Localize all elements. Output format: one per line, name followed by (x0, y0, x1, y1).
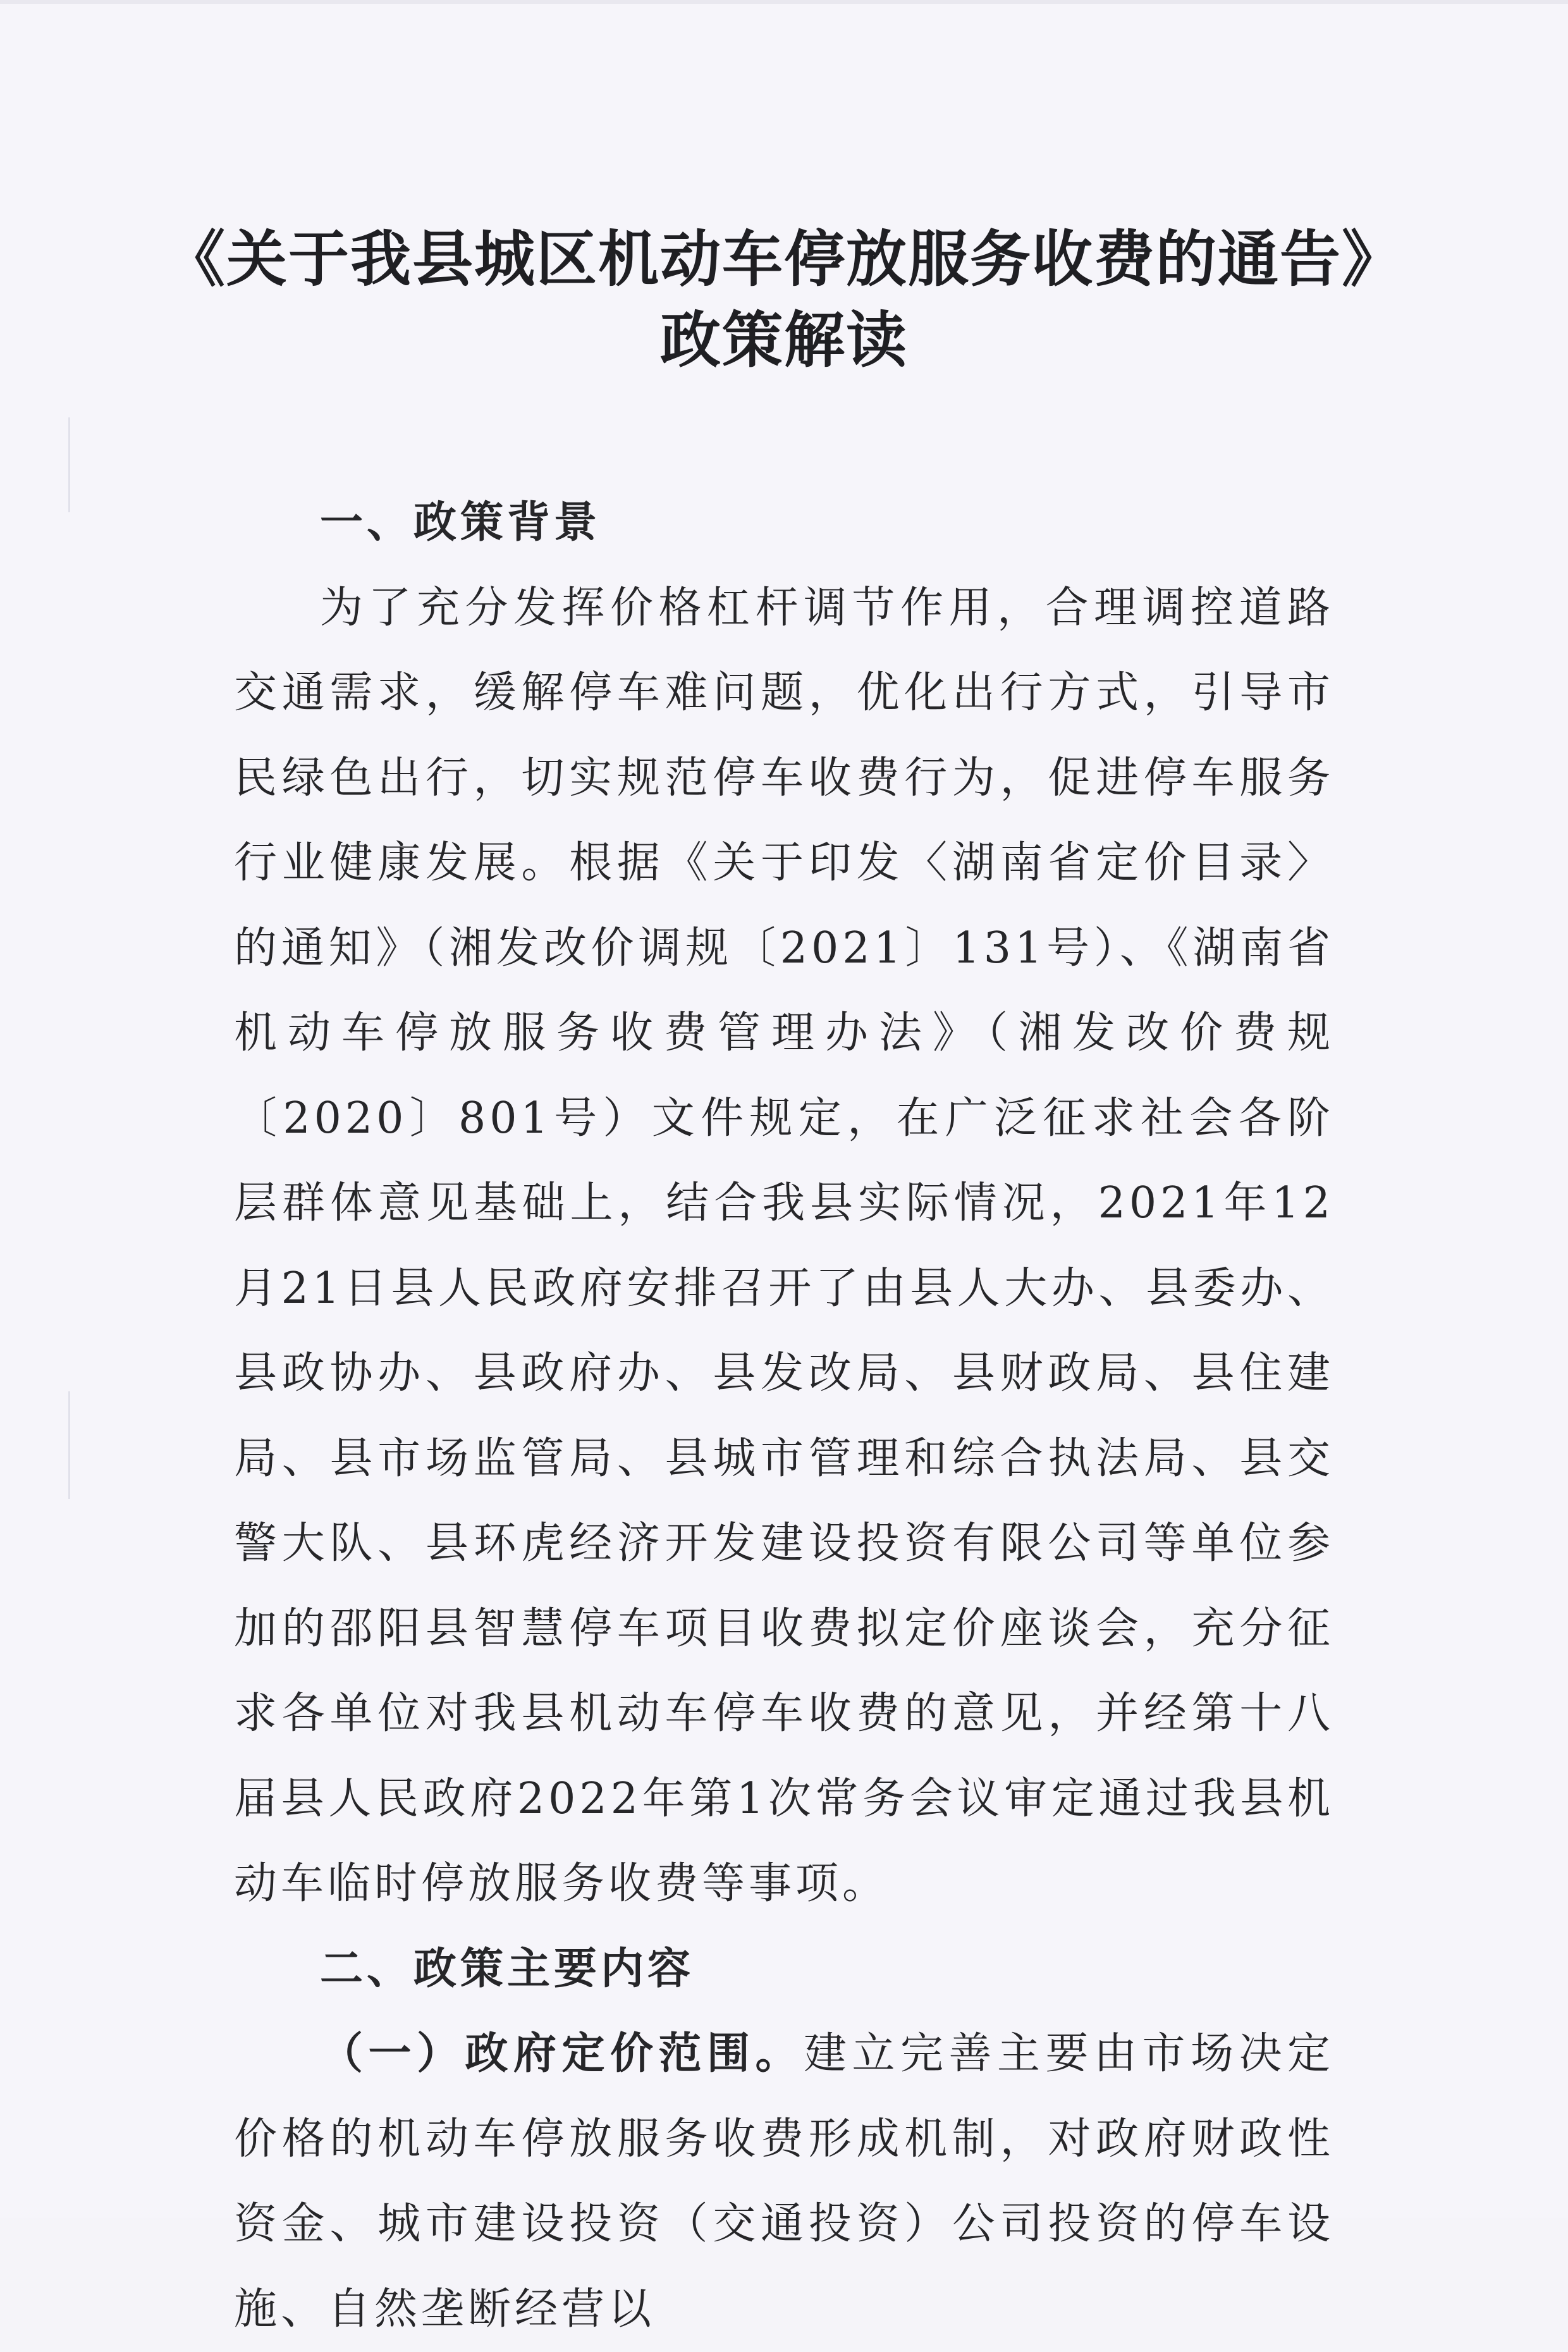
paragraph-text: 建立完善主要由市场决定价格的机动车停放服务收费形成机制，对政府财政性资金、城市建设投资（交通投资）公司投资的停车设施、自然垄断经营以 (234, 2029, 1334, 2334)
section-heading-main-content: 二、政策主要内容 (320, 1943, 695, 1994)
binding-mark-bottom (68, 1391, 95, 1499)
section-paragraph-pricing-scope (234, 2012, 1334, 2352)
page-edge (0, 0, 1568, 4)
binding-mark-top (68, 417, 95, 512)
document-title-line1: 《关于我县城区机动车停放服务收费的通告》 (164, 223, 1404, 295)
document-title-line2: 政策解读 (660, 304, 908, 376)
section-paragraph-background: 为了充分发挥价格杠杆调节作用，合理调控道路交通需求，缓解停车难问题，优化出行方式，引导市民绿色出行，切实规范停车收费行为，促进停车服务行业健康发展。根据《关于印发〈湖南省定价目录〉的通知》（湘发改价调规〔2021〕131号）、《湖南省机动车停放服务收费管理办法》（湘发改价费规〔2020〕801号）文件规定，在广泛征求社会各阶层群体意见基础上，结合我县实际情况，2021年12月21日县人民政府安排召开了由县人大办、县委办、县政协办、县政府办、县发改局、县财政局、县住建局、县市场监管局、县城市管理和综合执法局、县交警大队、县环虎经济开发建设投资有限公司等单位参加的邵阳县智慧停车项目收费拟定价座谈会，充分征求各单位对我县机动车停车收费的意见，并经第十八届县人民政府2022年第1次常务会议审定通过我县机动车临时停放服务收费等事项。 (234, 582, 1334, 1909)
section-heading-background: 一、政策背景 (320, 498, 601, 548)
paragraph-lead: （一）政府定价范围。 (320, 2029, 804, 2079)
document-body (234, 481, 1334, 2352)
